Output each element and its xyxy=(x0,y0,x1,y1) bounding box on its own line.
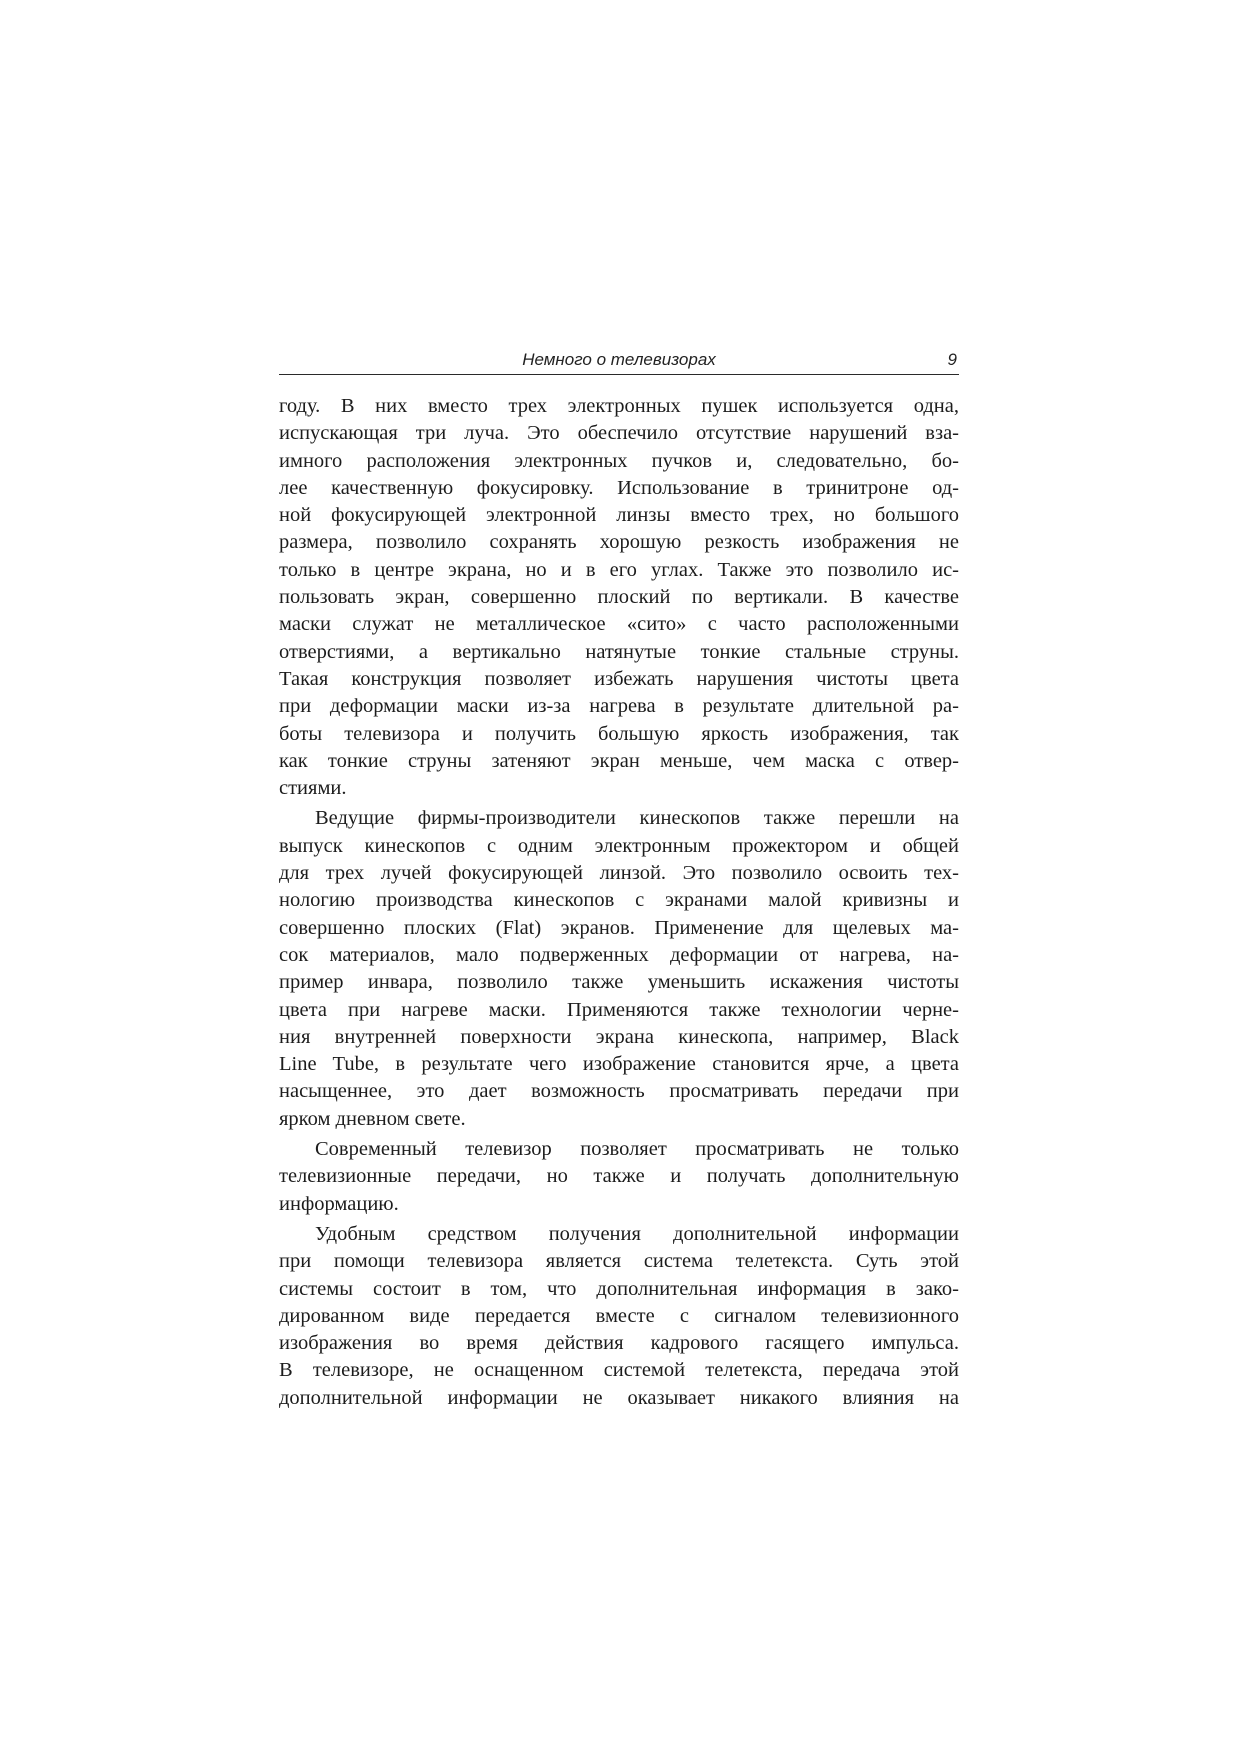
running-header xyxy=(279,348,959,375)
text-line: Удобным средством получения дополнительной информации xyxy=(315,1222,959,1245)
text-line: дополнительной информации не оказывает никакого влияния на xyxy=(279,1386,959,1409)
text-line: дированном виде передается вместе с сигналом телевизионного xyxy=(279,1304,959,1327)
text-line: В телевизоре, не оснащенном системой телетекста, передача этой xyxy=(279,1359,959,1382)
text-line: имного расположения электронных пучков и, следовательно, бо- xyxy=(279,449,959,472)
text-line: при деформации маски из-за нагрева в результате длительной ра- xyxy=(279,695,959,718)
text-line: информацию. xyxy=(279,1192,399,1215)
text-line: при помощи телевизора является система телетекста. Суть этой xyxy=(279,1250,959,1273)
text-line: отверстиями, а вертикально натянутые тонкие стальные струны. xyxy=(279,640,959,663)
text-line: Современный телевизор позволяет просматривать не только xyxy=(315,1138,959,1161)
text-line: лее качественную фокусировку. Использование в тринитроне од- xyxy=(279,476,959,499)
running-title: Немного о телевизорах xyxy=(522,350,716,369)
body-text xyxy=(279,393,959,1415)
text-line: совершенно плоских (Flat) экранов. Применение для щелевых ма- xyxy=(279,916,959,939)
text-line: нологию производства кинескопов с экранами малой кривизны и xyxy=(279,889,959,912)
text-line: цвета при нагреве маски. Применяются также технологии черне- xyxy=(279,998,959,1021)
text-line: пользовать экран, совершенно плоский по вертикали. В качестве xyxy=(279,586,959,609)
text-line: только в центре экрана, но и в его углах. Также это позволило ис- xyxy=(279,558,959,581)
text-line: Такая конструкция позволяет избежать нарушения чистоты цвета xyxy=(279,667,959,690)
text-line: пример инвара, позволило также уменьшить искажения чистоты xyxy=(279,971,959,994)
text-line: насыщеннее, это дает возможность просматривать передачи при xyxy=(279,1080,959,1103)
text-line: выпуск кинескопов с одним электронным прожектором и общей xyxy=(279,834,959,857)
text-line: как тонкие струны затеняют экран меньше, чем маска с отвер- xyxy=(279,749,959,772)
text-line: сок материалов, мало подверженных деформации от нагрева, на- xyxy=(279,943,959,966)
paragraph xyxy=(279,1136,959,1218)
paragraph xyxy=(279,805,959,1133)
text-line: испускающая три луча. Это обеспечило отсутствие нарушений вза- xyxy=(279,422,959,445)
text-line: стиями. xyxy=(279,777,347,800)
text-line: боты телевизора и получить большую яркость изображения, так xyxy=(279,722,959,745)
text-line: маски служат не металлическое «сито» с часто расположенными xyxy=(279,613,959,636)
text-line: Ведущие фирмы-производители кинескопов также перешли на xyxy=(315,807,959,830)
text-line: ной фокусирующей электронной линзы вместо трех, но большого xyxy=(279,504,959,527)
text-line: размера, позволило сохранять хорошую резкость изображения не xyxy=(279,531,959,554)
text-line: ния внутренней поверхности экрана кинескопа, например, Black xyxy=(279,1025,959,1048)
text-line: Line Tube, в результате чего изображение становится ярче, а цвета xyxy=(279,1053,959,1076)
text-line: для трех лучей фокусирующей линзой. Это позволило освоить тех- xyxy=(279,862,959,885)
text-line: году. В них вместо трех электронных пушек используется одна, xyxy=(279,395,959,417)
page-number: 9 xyxy=(947,350,957,369)
text-line: системы состоит в том, что дополнительная информация в зако- xyxy=(279,1277,959,1300)
paragraph xyxy=(279,1221,959,1412)
text-line: телевизионные передачи, но также и получать дополнительную xyxy=(279,1165,959,1188)
paragraph xyxy=(279,393,959,802)
text-line: изображения во время действия кадрового гасящего импульса. xyxy=(279,1332,959,1355)
text-line: ярком дневном свете. xyxy=(279,1107,466,1130)
